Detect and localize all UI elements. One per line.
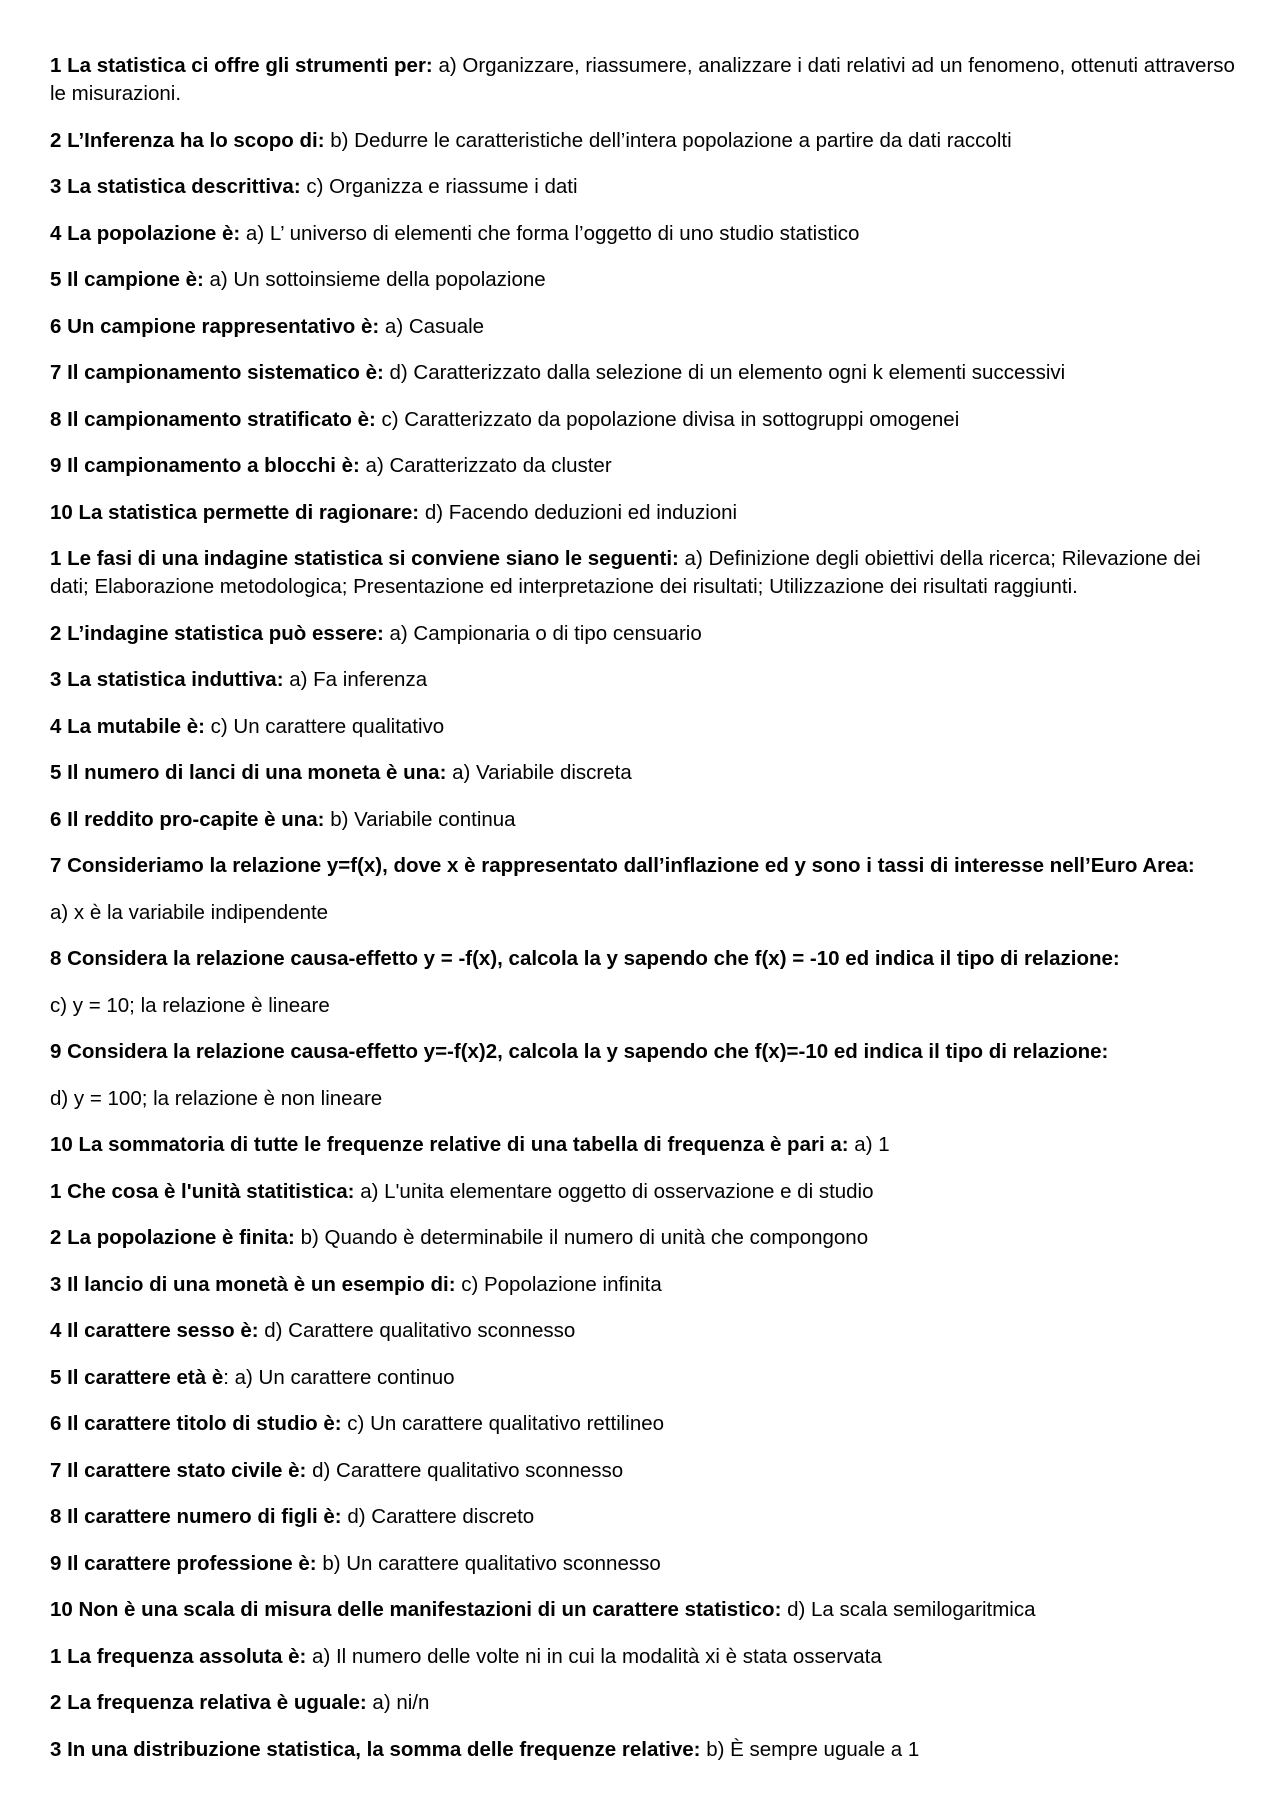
answer-text: a) Variabile discreta	[446, 761, 632, 784]
qa-paragraph	[50, 1085, 1240, 1113]
answer-text: b) È sempre uguale a 1	[700, 1737, 920, 1761]
qa-paragraph	[50, 1503, 1240, 1531]
question-text: 10 Non è una scala di misura delle manifestazioni di un carattere statistico:	[50, 1598, 782, 1621]
qa-paragraph	[50, 52, 1240, 108]
qa-paragraph	[50, 1689, 1240, 1717]
answer-text: c) Popolazione infinita	[455, 1272, 662, 1296]
question-text: 6 Il reddito pro-capite è una:	[50, 807, 325, 831]
answer-text: : a) Un carattere continuo	[223, 1365, 455, 1389]
qa-paragraph	[50, 945, 1240, 973]
qa-paragraph	[50, 899, 1240, 927]
answer-text: c) Caratterizzato da popolazione divisa in sottogruppi omogenei	[375, 407, 960, 431]
question-text: 3 La statistica descrittiva:	[50, 175, 301, 198]
question-text: 1 La statistica ci offre gli strumenti per:	[50, 54, 433, 77]
question-text: 7 Consideriamo la relazione y=f(x), dove x è rappresentato dall’inflazione ed y sono i tassi di interesse nell’Euro Area:	[50, 854, 1195, 877]
qa-paragraph	[50, 620, 1240, 648]
qa-paragraph	[50, 1131, 1240, 1159]
answer-text: a) Campionaria o di tipo censuario	[383, 621, 702, 645]
qa-paragraph	[50, 713, 1240, 741]
answer-text: d) Caratterizzato dalla selezione di un elemento ogni k elementi successivi	[383, 361, 1066, 384]
qa-paragraph	[50, 359, 1240, 387]
question-text: 4 La mutabile è:	[50, 714, 205, 738]
qa-paragraph	[50, 220, 1240, 248]
answer-text: a) x è la variabile indipendente	[50, 900, 329, 924]
question-text: 5 Il carattere età è	[50, 1365, 224, 1389]
document-body	[50, 52, 1240, 1782]
qa-paragraph	[50, 1596, 1240, 1624]
answer-text: a) ni/n	[366, 1691, 430, 1714]
question-text: 2 L’Inferenza ha lo scopo di:	[50, 128, 325, 152]
question-text: 4 Il carattere sesso è:	[50, 1319, 259, 1342]
answer-text: d) Facendo deduzioni ed induzioni	[419, 500, 738, 524]
question-text: 7 Il carattere stato civile è:	[50, 1458, 307, 1482]
question-text: 6 Il carattere titolo di studio è:	[50, 1412, 342, 1435]
answer-text: d) Carattere qualitativo sconnesso	[258, 1319, 576, 1342]
answer-text: a) Definizione degli obiettivi della ricerca; Rilevazione dei dati; Elaborazione metodologica; Presentazione ed interpretazione dei risultati; Utilizzazione dei risultati raggiunti.	[50, 547, 1201, 598]
qa-paragraph	[50, 1224, 1240, 1252]
question-text: 9 Il carattere professione è:	[50, 1551, 317, 1575]
qa-paragraph	[50, 1550, 1240, 1578]
qa-paragraph	[50, 127, 1240, 155]
answer-text: d) Carattere discreto	[341, 1505, 535, 1528]
qa-paragraph	[50, 1643, 1240, 1671]
answer-text: b) Variabile continua	[324, 807, 516, 831]
qa-paragraph	[50, 1736, 1240, 1764]
question-text: 10 La statistica permette di ragionare:	[50, 500, 420, 524]
question-text: 3 La statistica induttiva:	[50, 668, 284, 691]
qa-paragraph	[50, 1178, 1240, 1206]
answer-text: a) L'unita elementare oggetto di osservazione e di studio	[354, 1179, 874, 1203]
question-text: 8 Considera la relazione causa-effetto y = -f(x), calcola la y sapendo che f(x) = -10 ed indica il tipo di relazione:	[50, 947, 1120, 970]
qa-paragraph	[50, 759, 1240, 787]
question-text: 2 La frequenza relativa è uguale:	[50, 1691, 367, 1714]
question-text: 9 Considera la relazione causa-effetto y=-f(x)2, calcola la y sapendo che f(x)=-10 ed indica il tipo di relazione:	[50, 1040, 1109, 1063]
qa-paragraph	[50, 852, 1240, 880]
qa-paragraph	[50, 545, 1240, 601]
qa-paragraph	[50, 313, 1240, 341]
qa-paragraph	[50, 173, 1240, 201]
question-text: 9 Il campionamento a blocchi è:	[50, 454, 360, 477]
answer-text: a) Un sottoinsieme della popolazione	[203, 268, 546, 291]
answer-text: a) Fa inferenza	[283, 668, 428, 691]
answer-text: c) Un carattere qualitativo rettilineo	[341, 1412, 665, 1435]
question-text: 5 Il campione è:	[50, 268, 204, 291]
qa-paragraph	[50, 666, 1240, 694]
answer-text: c) y = 10; la relazione è lineare	[50, 993, 330, 1017]
question-text: 6 Un campione rappresentativo è:	[50, 314, 380, 338]
question-text: 1 Le fasi di una indagine statistica si conviene siano le seguenti:	[50, 547, 679, 570]
question-text: 2 L’indagine statistica può essere:	[50, 621, 384, 645]
question-text: 5 Il numero di lanci di una moneta è una:	[50, 761, 447, 784]
answer-text: b) Dedurre le caratteristiche dell’intera popolazione a partire da dati raccolti	[324, 128, 1012, 152]
answer-text: a) Caratterizzato da cluster	[359, 454, 612, 477]
answer-text: a) L’ universo di elementi che forma l’oggetto di uno studio statistico	[240, 221, 860, 245]
qa-paragraph	[50, 499, 1240, 527]
qa-paragraph	[50, 992, 1240, 1020]
qa-paragraph	[50, 1271, 1240, 1299]
qa-paragraph	[50, 806, 1240, 834]
qa-paragraph	[50, 1317, 1240, 1345]
answer-text: b) Un carattere qualitativo sconnesso	[316, 1551, 661, 1575]
answer-text: d) La scala semilogaritmica	[781, 1598, 1036, 1621]
question-text: 3 Il lancio di una monetà è un esempio di:	[50, 1272, 456, 1296]
answer-text: d) Carattere qualitativo sconnesso	[306, 1458, 624, 1482]
question-text: 8 Il carattere numero di figli è:	[50, 1505, 342, 1528]
question-text: 10 La sommatoria di tutte le frequenze relative di una tabella di frequenza è pari a:	[50, 1133, 849, 1156]
answer-text: c) Organizza e riassume i dati	[300, 175, 578, 198]
qa-paragraph	[50, 1457, 1240, 1485]
answer-text: a) 1	[848, 1133, 890, 1156]
qa-paragraph	[50, 452, 1240, 480]
question-text: 7 Il campionamento sistematico è:	[50, 361, 384, 384]
qa-paragraph	[50, 1038, 1240, 1066]
qa-paragraph	[50, 1410, 1240, 1438]
answer-text: d) y = 100; la relazione è non lineare	[50, 1086, 383, 1110]
answer-text: a) Il numero delle volte ni in cui la modalità xi è stata osservata	[306, 1644, 882, 1668]
qa-paragraph	[50, 1364, 1240, 1392]
question-text: 4 La popolazione è:	[50, 221, 241, 245]
question-text: 2 La popolazione è finita:	[50, 1226, 295, 1249]
question-text: 3 In una distribuzione statistica, la somma delle frequenze relative:	[50, 1737, 701, 1761]
qa-paragraph	[50, 266, 1240, 294]
answer-text: b) Quando è determinabile il numero di unità che compongono	[294, 1226, 869, 1249]
question-text: 1 La frequenza assoluta è:	[50, 1644, 307, 1668]
question-text: 8 Il campionamento stratificato è:	[50, 407, 376, 431]
answer-text: a) Casuale	[379, 314, 485, 338]
answer-text: c) Un carattere qualitativo	[204, 714, 445, 738]
question-text: 1 Che cosa è l'unità statitistica:	[50, 1179, 355, 1203]
qa-paragraph	[50, 406, 1240, 434]
answer-text: a) Organizzare, riassumere, analizzare i dati relativi ad un fenomeno, ottenuti attraverso le misurazioni.	[50, 54, 1235, 105]
